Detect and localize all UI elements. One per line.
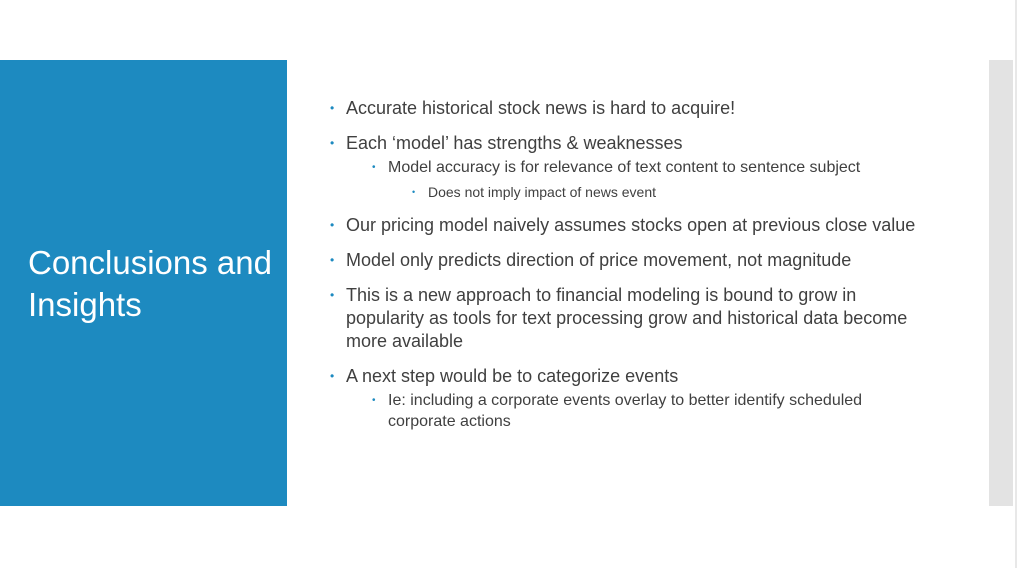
bullet-dot: •: [372, 395, 376, 406]
bullet-dot: •: [330, 369, 335, 383]
bullet-dot: •: [330, 218, 335, 232]
bullet-item: [330, 365, 930, 432]
bullet-text: Accurate historical stock news is hard to acquire!: [346, 98, 736, 118]
sub-sub-bullet-item: [412, 182, 930, 202]
bullet-item: [330, 214, 930, 237]
bullet-item: [330, 97, 930, 120]
slide-title: Conclusions and Insights: [28, 244, 272, 323]
bullet-item: [330, 249, 930, 272]
bullet-list: [330, 97, 930, 444]
bullet-dot: •: [330, 101, 335, 115]
bullet-item: [330, 284, 930, 353]
bullet-dot: •: [372, 162, 376, 173]
bullet-text: Model only predicts direction of price movement, not magnitude: [346, 250, 852, 270]
sub-bullet-item: [372, 157, 930, 202]
window-edge: [1015, 0, 1017, 568]
bullet-text: Each ‘model’ has strengths & weaknesses: [346, 133, 683, 153]
sub-bullet-text: Model accuracy is for relevance of text content to sentence subject: [388, 159, 861, 176]
bullet-dot: •: [330, 288, 335, 302]
bullet-item: [330, 132, 930, 202]
bullet-text: A next step would be to categorize events: [346, 366, 679, 386]
bullet-text: This is a new approach to financial modeling is bound to grow in popularity as tools for text processing grow and historical data become more available: [346, 285, 908, 351]
sub-bullet-item: [372, 390, 930, 432]
bullet-dot: •: [412, 187, 416, 197]
bullet-text: Our pricing model naively assumes stocks open at previous close value: [346, 215, 916, 235]
sub-sub-bullet-text: Does not imply impact of news event: [428, 184, 656, 200]
bullet-dot: •: [330, 253, 335, 267]
sub-bullet-text: Ie: including a corporate events overlay to better identify scheduled corporate actions: [388, 392, 863, 430]
bullet-dot: •: [330, 136, 335, 150]
scrollbar-track[interactable]: [989, 60, 1013, 506]
